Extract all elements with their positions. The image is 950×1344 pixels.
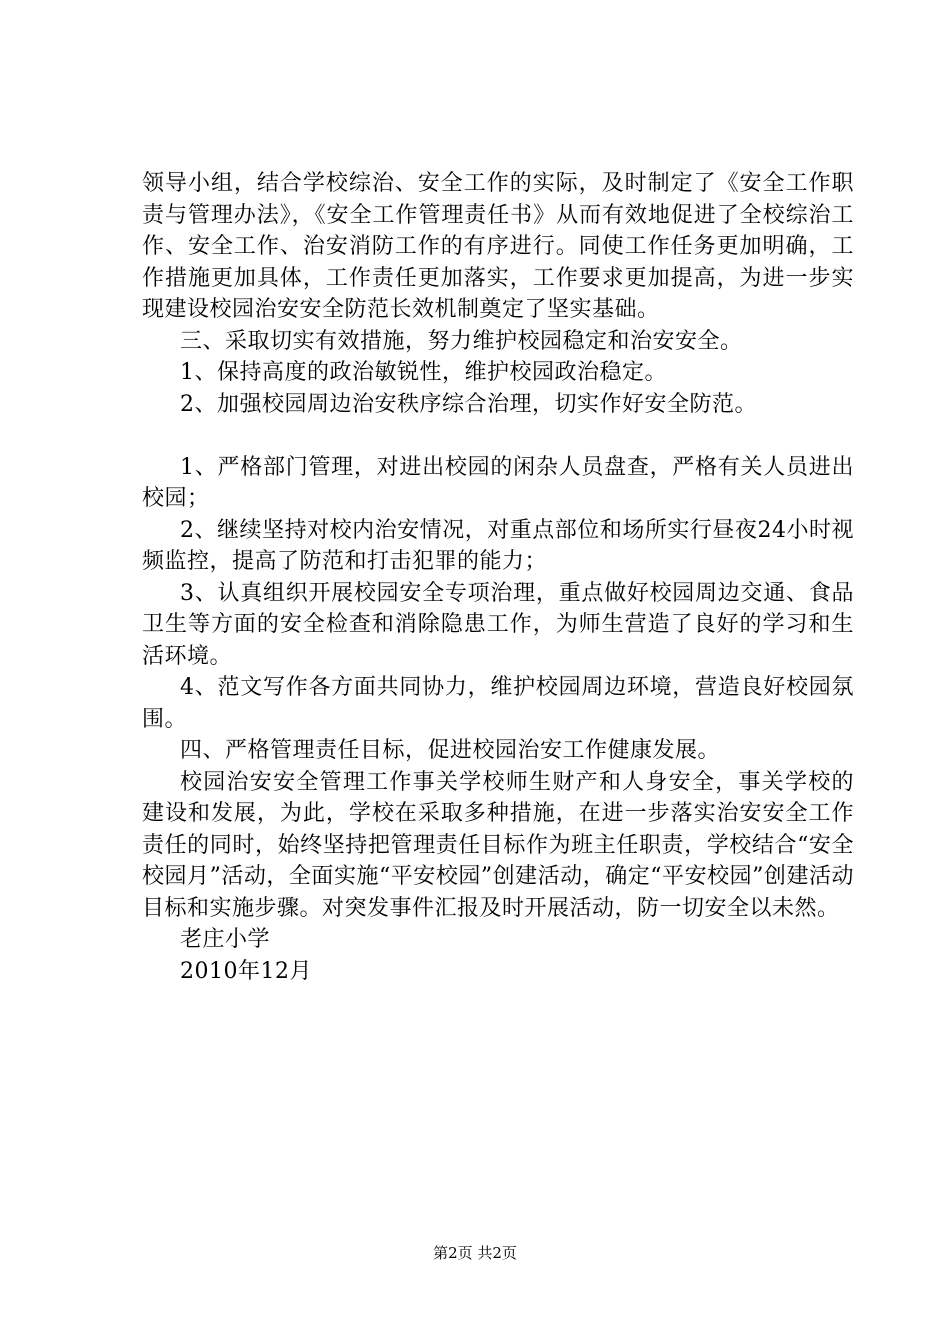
list-item: 4、范文写作各方面共同协力，维护校园周边环境，营造良好校园氛围。 — [142, 675, 854, 732]
list-item: 1、保持高度的政治敏锐性，维护校园政治稳定。 — [180, 360, 667, 385]
paragraph-body: 校园治安安全管理工作事关学校师生财产和人身安全，事关学校的建设和发展，为此，学校在采取多种措施，在进一步落实治安安全工作责任的同时，始终坚持把管理责任目标作为班主任职责，学校结合“安全校园月”活动，全面实施“平安校园”创建活动，确定“平安校园”创建活动目标和实施步骤。对突发事件汇报及时开展活动，防一切安全以未然。 — [142, 769, 854, 921]
list-item: 3、认真组织开展校园安全专项治理，重点做好校园周边交通、食品卫生等方面的安全检查和消除隐患工作，为师生营造了良好的学习和生活环境。 — [142, 580, 854, 669]
signature-school: 老庄小学 — [180, 927, 271, 952]
section-heading-four: 四、严格管理责任目标，促进校园治安工作健康发展。 — [180, 738, 721, 763]
document-body — [142, 168, 854, 987]
page-footer: 第2页 共2页 — [433, 1244, 517, 1262]
list-item: 2、加强校园周边治安秩序综合治理，切实作好安全防范。 — [180, 391, 757, 417]
list-item: 1、严格部门管理，对进出校园的闲杂人员盘查，严格有关人员进出校园； — [142, 454, 854, 511]
signature-date: 2010年12月 — [180, 958, 312, 984]
section-heading-three: 三、采取切实有效措施，努力维护校园稳定和治安安全。 — [180, 328, 743, 354]
list-item: 2、继续坚持对校内治安情况，对重点部位和场所实行昼夜24小时视频监控，提高了防范和打击犯罪的能力； — [142, 517, 854, 574]
paragraph-continuation: 领导小组，结合学校综治、安全工作的实际，及时制定了《安全工作职责与管理办法》，《安全工作管理责任书》从而有效地促进了全校综治工作、安全工作、治安消防工作的有序进行。同使工作任务更加明确，工作措施更加具体，工作责任更加落实，工作要求更加提高，为进一步实现建设校园治安安全防范长效机制奠定了坚实基础。 — [142, 171, 854, 322]
blank-line — [142, 420, 854, 452]
